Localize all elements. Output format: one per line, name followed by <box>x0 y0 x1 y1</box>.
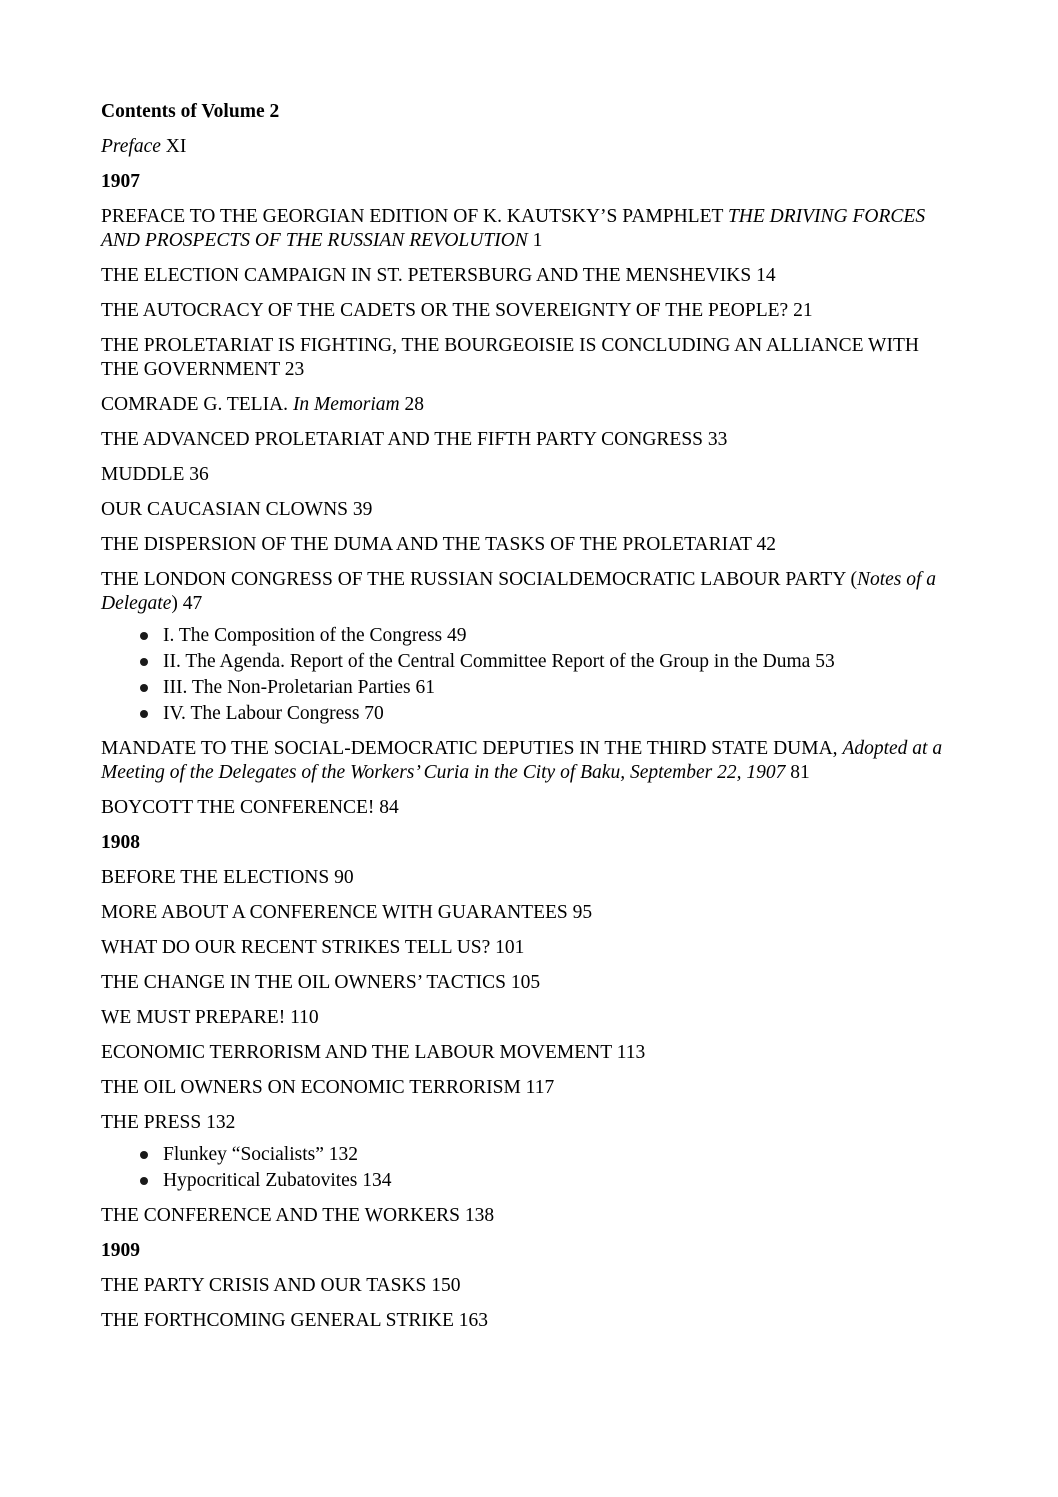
entry-title: PREFACE TO THE GEORGIAN EDITION OF K. KAUTSKY’S PAMPHLET <box>101 206 728 227</box>
entry-prepare <box>101 1006 951 1030</box>
entry-title: THE LONDON CONGRESS OF THE RUSSIAN SOCIALDEMOCRATIC LABOUR PARTY ( <box>101 569 857 590</box>
entry-page: 39 <box>352 499 373 520</box>
entry-page: 101 <box>495 937 525 958</box>
subentry-page: 134 <box>362 1170 392 1191</box>
preface-page: XI <box>165 136 187 157</box>
london-subentries <box>101 623 951 727</box>
press-subentries <box>101 1142 951 1194</box>
subentry-title: III. The Non-Proletarian Parties <box>163 677 411 698</box>
subentry-page: 53 <box>815 651 835 672</box>
subentry-title: Hypocritical Zubatovites <box>163 1170 358 1191</box>
entry-title: OUR CAUCASIAN CLOWNS <box>101 499 349 520</box>
subentry-page: 70 <box>364 703 384 724</box>
subentry-title: Flunkey “Socialists” <box>163 1144 324 1165</box>
entry-title-italic: In Memoriam <box>292 394 400 415</box>
entry-title: THE OIL OWNERS ON ECONOMIC TERRORISM <box>101 1077 521 1098</box>
entry-proletariat-fighting <box>101 334 951 382</box>
entry-more-conference <box>101 901 951 925</box>
entry-page: 28 <box>404 394 425 415</box>
subentry-page: 132 <box>328 1144 358 1165</box>
entry-page: 1 <box>532 230 543 251</box>
entry-page: 163 <box>458 1310 489 1331</box>
entry-advanced-proletariat <box>101 428 951 452</box>
contents-title: Contents of Volume 2 <box>101 101 280 122</box>
entry-page: 90 <box>334 867 354 888</box>
entry-page: 21 <box>793 300 813 321</box>
entry-title: WE MUST PREPARE! <box>101 1007 286 1028</box>
subentry <box>140 623 951 649</box>
entry-economic-terrorism <box>101 1041 951 1065</box>
entry-telia <box>101 393 951 417</box>
entry-page: 110 <box>290 1007 319 1028</box>
entry-page: 117 <box>525 1077 555 1098</box>
entry-title: COMRADE G. TELIA. <box>101 394 293 415</box>
entry-title-close: ) <box>171 593 178 614</box>
entry-title: THE ADVANCED PROLETARIAT AND THE FIFTH PARTY CONGRESS <box>101 429 704 450</box>
entry-title: THE PROLETARIAT IS FIGHTING, THE BOURGEOISIE IS CONCLUDING AN ALLIANCE WITH THE GOVERNMENT <box>101 335 919 380</box>
entry-page: 132 <box>206 1112 236 1133</box>
entry-title: THE CHANGE IN THE OIL OWNERS’ TACTICS <box>101 972 507 993</box>
year-heading-1907: 1907 <box>101 171 140 192</box>
entry-title: MORE ABOUT A CONFERENCE WITH GUARANTEES <box>101 902 568 923</box>
entry-title: WHAT DO OUR RECENT STRIKES TELL US? <box>101 937 491 958</box>
entry-page: 33 <box>707 429 728 450</box>
entry-page: 138 <box>464 1205 495 1226</box>
entry-title-italic: THE DRIVING FORCES AND PROSPECTS OF THE RUSSIAN REVOLUTION <box>101 206 926 251</box>
entry-title: THE ELECTION CAMPAIGN IN ST. PETERSBURG AND THE MENSHEVIKS <box>101 265 752 286</box>
subentry-title: II. The Agenda. Report of the Central Committee Report of the Group in the Duma <box>163 651 811 672</box>
subentry <box>140 649 951 675</box>
year-heading-1909: 1909 <box>101 1240 140 1261</box>
entry-oil-tactics <box>101 971 951 995</box>
entry-clowns <box>101 498 951 522</box>
year-heading-1908: 1908 <box>101 832 140 853</box>
contents-page <box>101 100 951 1344</box>
entry-page: 47 <box>182 593 203 614</box>
entry-title: THE FORTHCOMING GENERAL STRIKE <box>101 1310 454 1331</box>
entry-general-strike <box>101 1309 951 1333</box>
entry-title-italic: Notes of a Delegate <box>101 569 937 614</box>
subentry <box>140 1168 951 1194</box>
entry-party-crisis <box>101 1274 951 1298</box>
entry-press <box>101 1111 951 1135</box>
entry-title: BOYCOTT THE CONFERENCE! <box>101 797 375 818</box>
entry-title: THE CONFERENCE AND THE WORKERS <box>101 1205 460 1226</box>
bullet-icon <box>140 658 148 666</box>
entry-conference-workers <box>101 1204 951 1228</box>
entry-page: 23 <box>284 359 305 380</box>
bullet-icon <box>140 1151 148 1159</box>
bullet-icon <box>140 1177 148 1185</box>
entry-title: THE AUTOCRACY OF THE CADETS OR THE SOVEREIGNTY OF THE PEOPLE? <box>101 300 789 321</box>
entry-london-congress <box>101 568 951 616</box>
entry-page: 36 <box>189 464 209 485</box>
entry-page: 84 <box>379 797 399 818</box>
entry-page: 150 <box>431 1275 461 1296</box>
entry-autocracy <box>101 299 951 323</box>
subentry-title: I. The Composition of the Congress <box>163 625 443 646</box>
entry-dispersion <box>101 533 951 557</box>
entry-page: 14 <box>756 265 776 286</box>
entry-title: THE DISPERSION OF THE DUMA AND THE TASKS OF THE PROLETARIAT <box>101 534 752 555</box>
entry-page: 105 <box>510 972 541 993</box>
entry-kautsky <box>101 205 951 253</box>
entry-title: MUDDLE <box>101 464 185 485</box>
entry-mandate <box>101 737 951 785</box>
subentry <box>140 701 951 727</box>
entry-title: ECONOMIC TERRORISM AND THE LABOUR MOVEMENT <box>101 1042 612 1063</box>
bullet-icon <box>140 632 148 640</box>
preface-label: Preface <box>101 136 161 157</box>
preface-entry <box>101 135 951 159</box>
subentry-page: 61 <box>415 677 436 698</box>
subentry <box>140 1142 951 1168</box>
entry-title: THE PRESS <box>101 1112 202 1133</box>
entry-election-campaign <box>101 264 951 288</box>
entry-title-italic: Adopted at a Meeting of the Delegates of the Workers’ Curia in the City of Baku, September 22, 1907 <box>101 738 943 783</box>
entry-page: 81 <box>790 762 810 783</box>
entry-title: MANDATE TO THE SOCIAL-DEMOCRATIC DEPUTIES IN THE THIRD STATE DUMA, <box>101 738 843 759</box>
entry-page: 113 <box>616 1042 646 1063</box>
entry-boycott <box>101 796 951 820</box>
entry-before-elections <box>101 866 951 890</box>
bullet-icon <box>140 710 148 718</box>
subentry <box>140 675 951 701</box>
entry-page: 42 <box>756 534 776 555</box>
bullet-icon <box>140 684 148 692</box>
entry-page: 95 <box>572 902 593 923</box>
subentry-page: 49 <box>447 625 467 646</box>
entry-recent-strikes <box>101 936 951 960</box>
entry-title: BEFORE THE ELECTIONS <box>101 867 330 888</box>
entry-title: THE PARTY CRISIS AND OUR TASKS <box>101 1275 427 1296</box>
subentry-title: IV. The Labour Congress <box>163 703 360 724</box>
entry-muddle <box>101 463 951 487</box>
entry-oil-terrorism <box>101 1076 951 1100</box>
